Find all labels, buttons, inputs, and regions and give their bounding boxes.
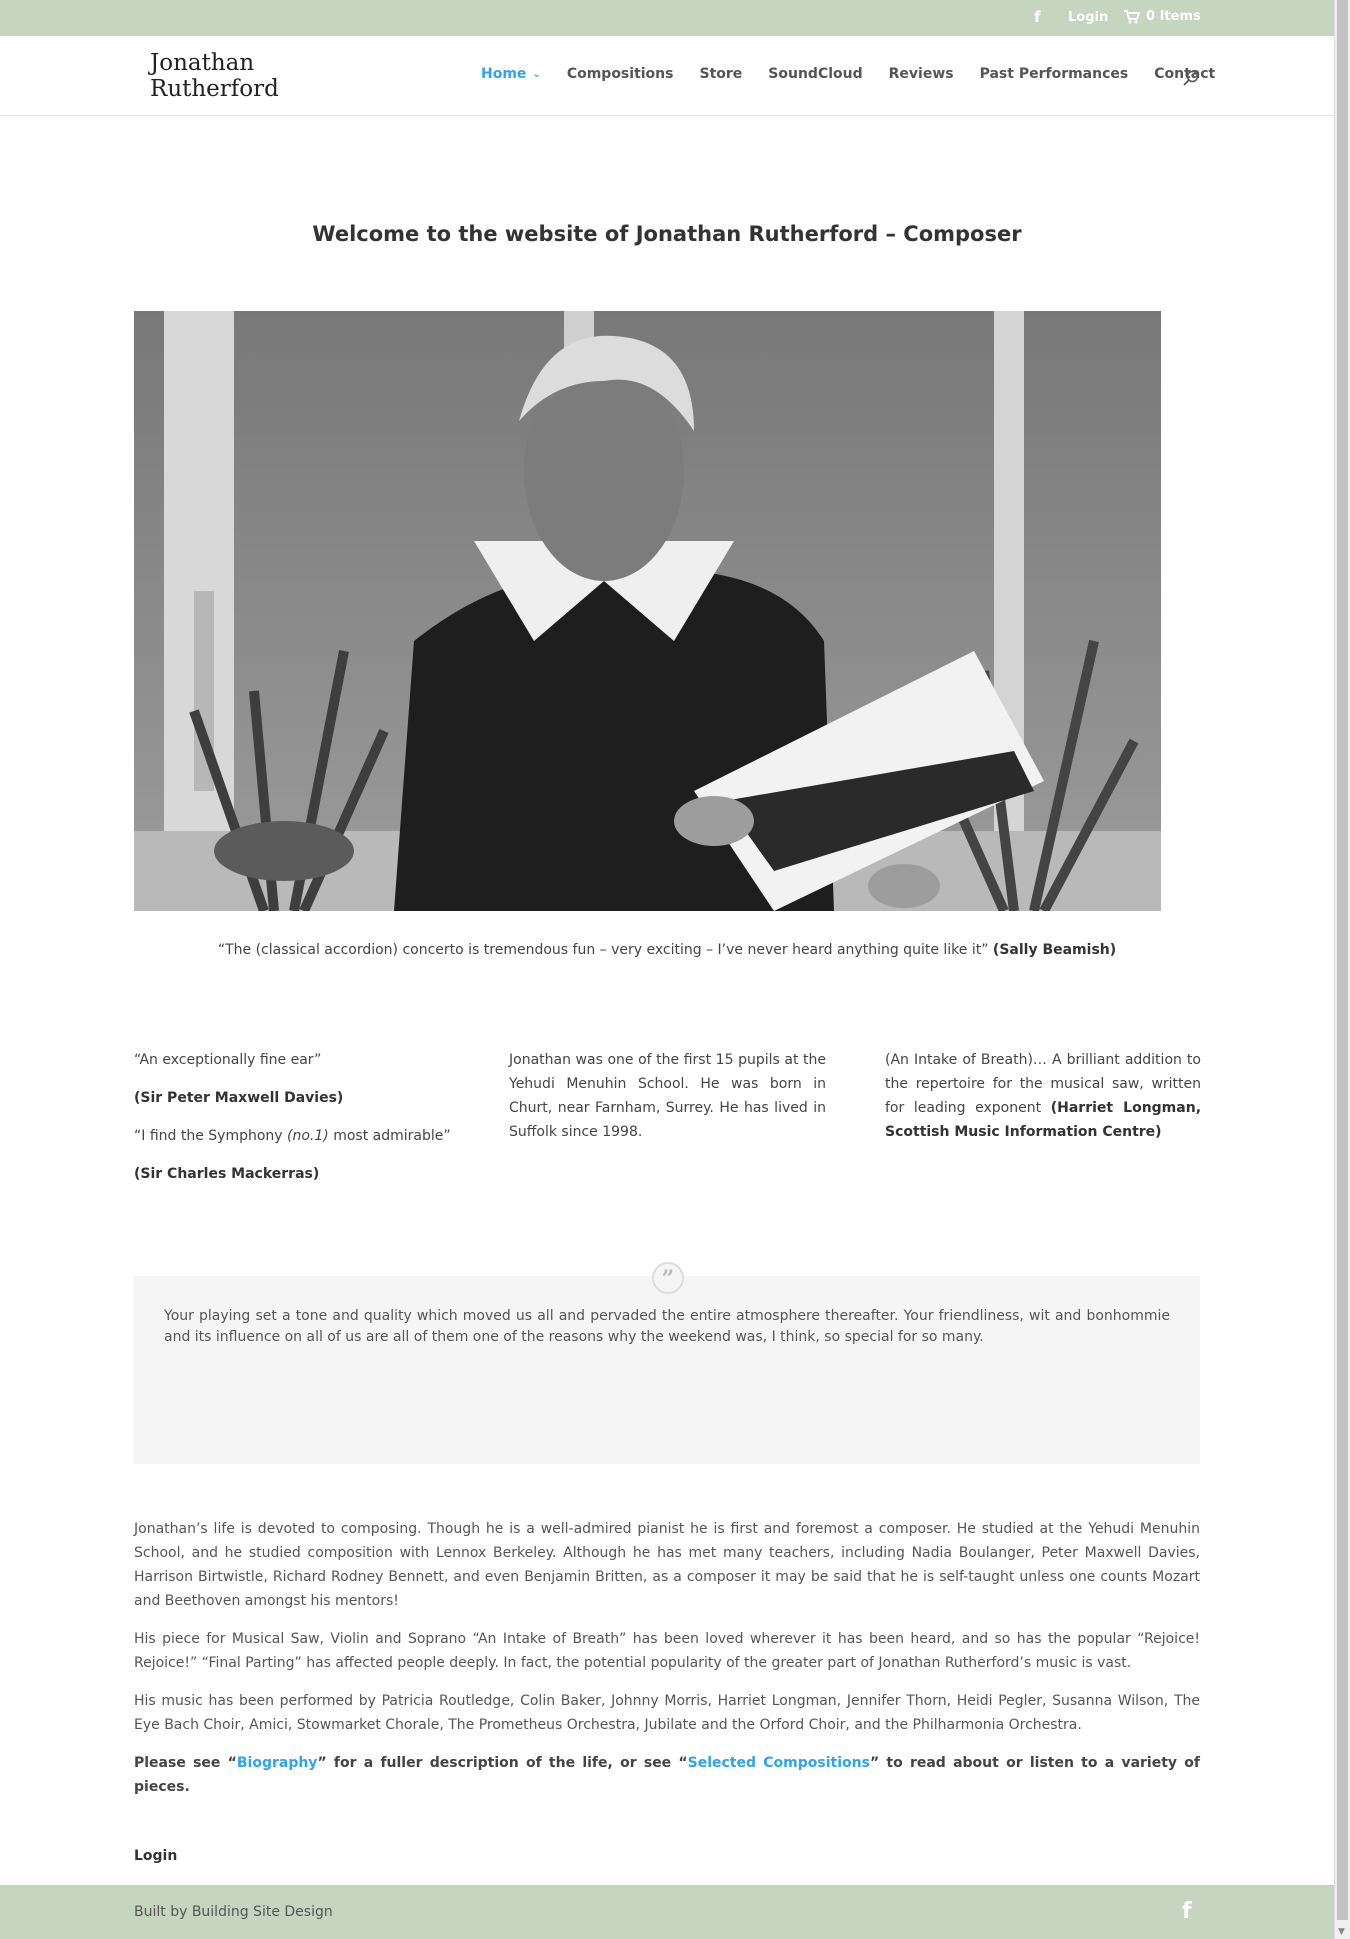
intake-quote: (An Intake of Breath)… A brilliant addition to the repertoire for the musical saw, written for leading exponent (Harriet Longman, Scottish Music Information Centre) bbox=[885, 1052, 1202, 1140]
footer bbox=[0, 1885, 1334, 1939]
nav-past-performances[interactable]: Past Performances bbox=[979, 66, 1129, 82]
bio-paragraph-3: His music has been performed by Patricia Routledge, Colin Baker, Johnny Morris, Harriet Longman, Jennifer Thorn, Heidi Pegler, Susanna Wilson, The Eye Bach Choir, Amici, Stowmarket Chorale, The Prometheus Orchestra, Jubilate and the Orford Choir, and the Philharmonia Orchestra. bbox=[134, 1693, 1200, 1733]
column-bio bbox=[509, 1048, 826, 1158]
nav-soundcloud[interactable]: SoundCloud bbox=[768, 66, 863, 82]
logo-line-1: Jonathan bbox=[150, 50, 255, 76]
column-reviews bbox=[134, 1048, 464, 1200]
pull-quote-author: (Sally Beamish) bbox=[992, 942, 1117, 958]
logo-line-2: Rutherford bbox=[150, 76, 279, 102]
facebook-icon[interactable]: f bbox=[1182, 1899, 1192, 1924]
testimonial-text: Your playing set a tone and quality which moved us all and pervaded the entire atmosphere thereafter. Your friendliness, wit and bonhommie and its influence on all of us are all of them one of the reasons why the weekend was, I think, so special for so many. bbox=[164, 1308, 1170, 1345]
bio-paragraph-2: His piece for Musical Saw, Violin and Soprano “An Intake of Breath” has been loved wherever it has been heard, and so has the popular “Rejoice! Rejoice!” “Final Parting” has affected people deeply. In fact, the potential popularity of the greater part of Jonathan Rutherford’s music is vast. bbox=[134, 1631, 1200, 1671]
main-header bbox=[0, 36, 1334, 116]
selected-compositions-link[interactable]: Selected Compositions bbox=[687, 1755, 870, 1771]
review-quote-2: “I find the Symphony (no.1) most admirable” bbox=[134, 1128, 451, 1144]
review-author-2: (Sir Charles Mackerras) bbox=[134, 1166, 320, 1182]
review-quote-1: “An exceptionally fine ear” bbox=[134, 1052, 322, 1068]
bio-paragraph-1: Jonathan’s life is devoted to composing. Though he is a well-admired pianist he is first and foremost a composer. He studied at the Yehudi Menuhin School, and he studied composition with Lennox Berkeley. Although he has met many teachers, including Nadia Boulanger, Peter Maxwell Davies, Harrison Birtwistle, Richard Rodney Bennett, and even Benjamin Britten, as a composer it may be said that he is self-taught unless one counts Mozart and Beethoven amongst his mentors! bbox=[134, 1521, 1200, 1609]
footer-credit: Built by Building Site Design bbox=[134, 1904, 333, 1920]
pull-quote-text: “The (classical accordion) concerto is tremendous fun – very exciting – I’ve never heard anything quite like it” bbox=[217, 942, 989, 958]
column-intake-of-breath bbox=[885, 1048, 1201, 1158]
nav-reviews[interactable]: Reviews bbox=[888, 66, 954, 82]
nav-contact[interactable]: Contact bbox=[1154, 66, 1216, 82]
scroll-down-arrow[interactable]: ▼ bbox=[1338, 1927, 1345, 1937]
cart-link[interactable] bbox=[1124, 9, 1201, 24]
nav-store[interactable]: Store bbox=[699, 66, 743, 82]
pull-quote bbox=[134, 942, 1200, 958]
quote-icon: ” bbox=[652, 1262, 684, 1294]
nav-home-label: Home bbox=[481, 66, 527, 82]
cart-count: 0 Items bbox=[1146, 9, 1201, 24]
cta-paragraph: Please see “Biography” for a fuller description of the life, or see “Selected Compositions” to read about or listen to a variety of pieces. bbox=[134, 1755, 1200, 1795]
page-title: Welcome to the website of Jonathan Rutherford – Composer bbox=[312, 222, 1022, 246]
nav-home[interactable] bbox=[481, 66, 541, 82]
composer-photo bbox=[134, 311, 1161, 911]
scrollbar-thumb[interactable] bbox=[1337, 0, 1348, 1920]
top-login-link[interactable]: Login bbox=[1068, 10, 1109, 25]
search-icon[interactable] bbox=[1183, 70, 1199, 86]
site-logo[interactable] bbox=[150, 50, 279, 102]
hero-photo bbox=[134, 311, 1161, 911]
main-nav bbox=[481, 66, 1241, 82]
nav-compositions[interactable]: Compositions bbox=[566, 66, 674, 82]
testimonial-box bbox=[134, 1266, 1200, 1464]
bio-section bbox=[134, 1517, 1200, 1813]
top-bar bbox=[0, 0, 1334, 36]
review-author-1: (Sir Peter Maxwell Davies) bbox=[134, 1090, 344, 1106]
cart-icon bbox=[1124, 10, 1140, 24]
biography-link[interactable]: Biography bbox=[236, 1755, 318, 1771]
chevron-down-icon: ⌄ bbox=[532, 68, 541, 80]
bio-summary: Jonathan was one of the first 15 pupils at the Yehudi Menuhin School. He was born in Churt, near Farnham, Surrey. He has lived in Suffolk since 1998. bbox=[509, 1052, 826, 1140]
login-widget-link[interactable]: Login bbox=[134, 1848, 178, 1864]
page-scrollbar[interactable] bbox=[1334, 0, 1350, 1939]
facebook-icon[interactable]: f bbox=[1034, 8, 1041, 26]
